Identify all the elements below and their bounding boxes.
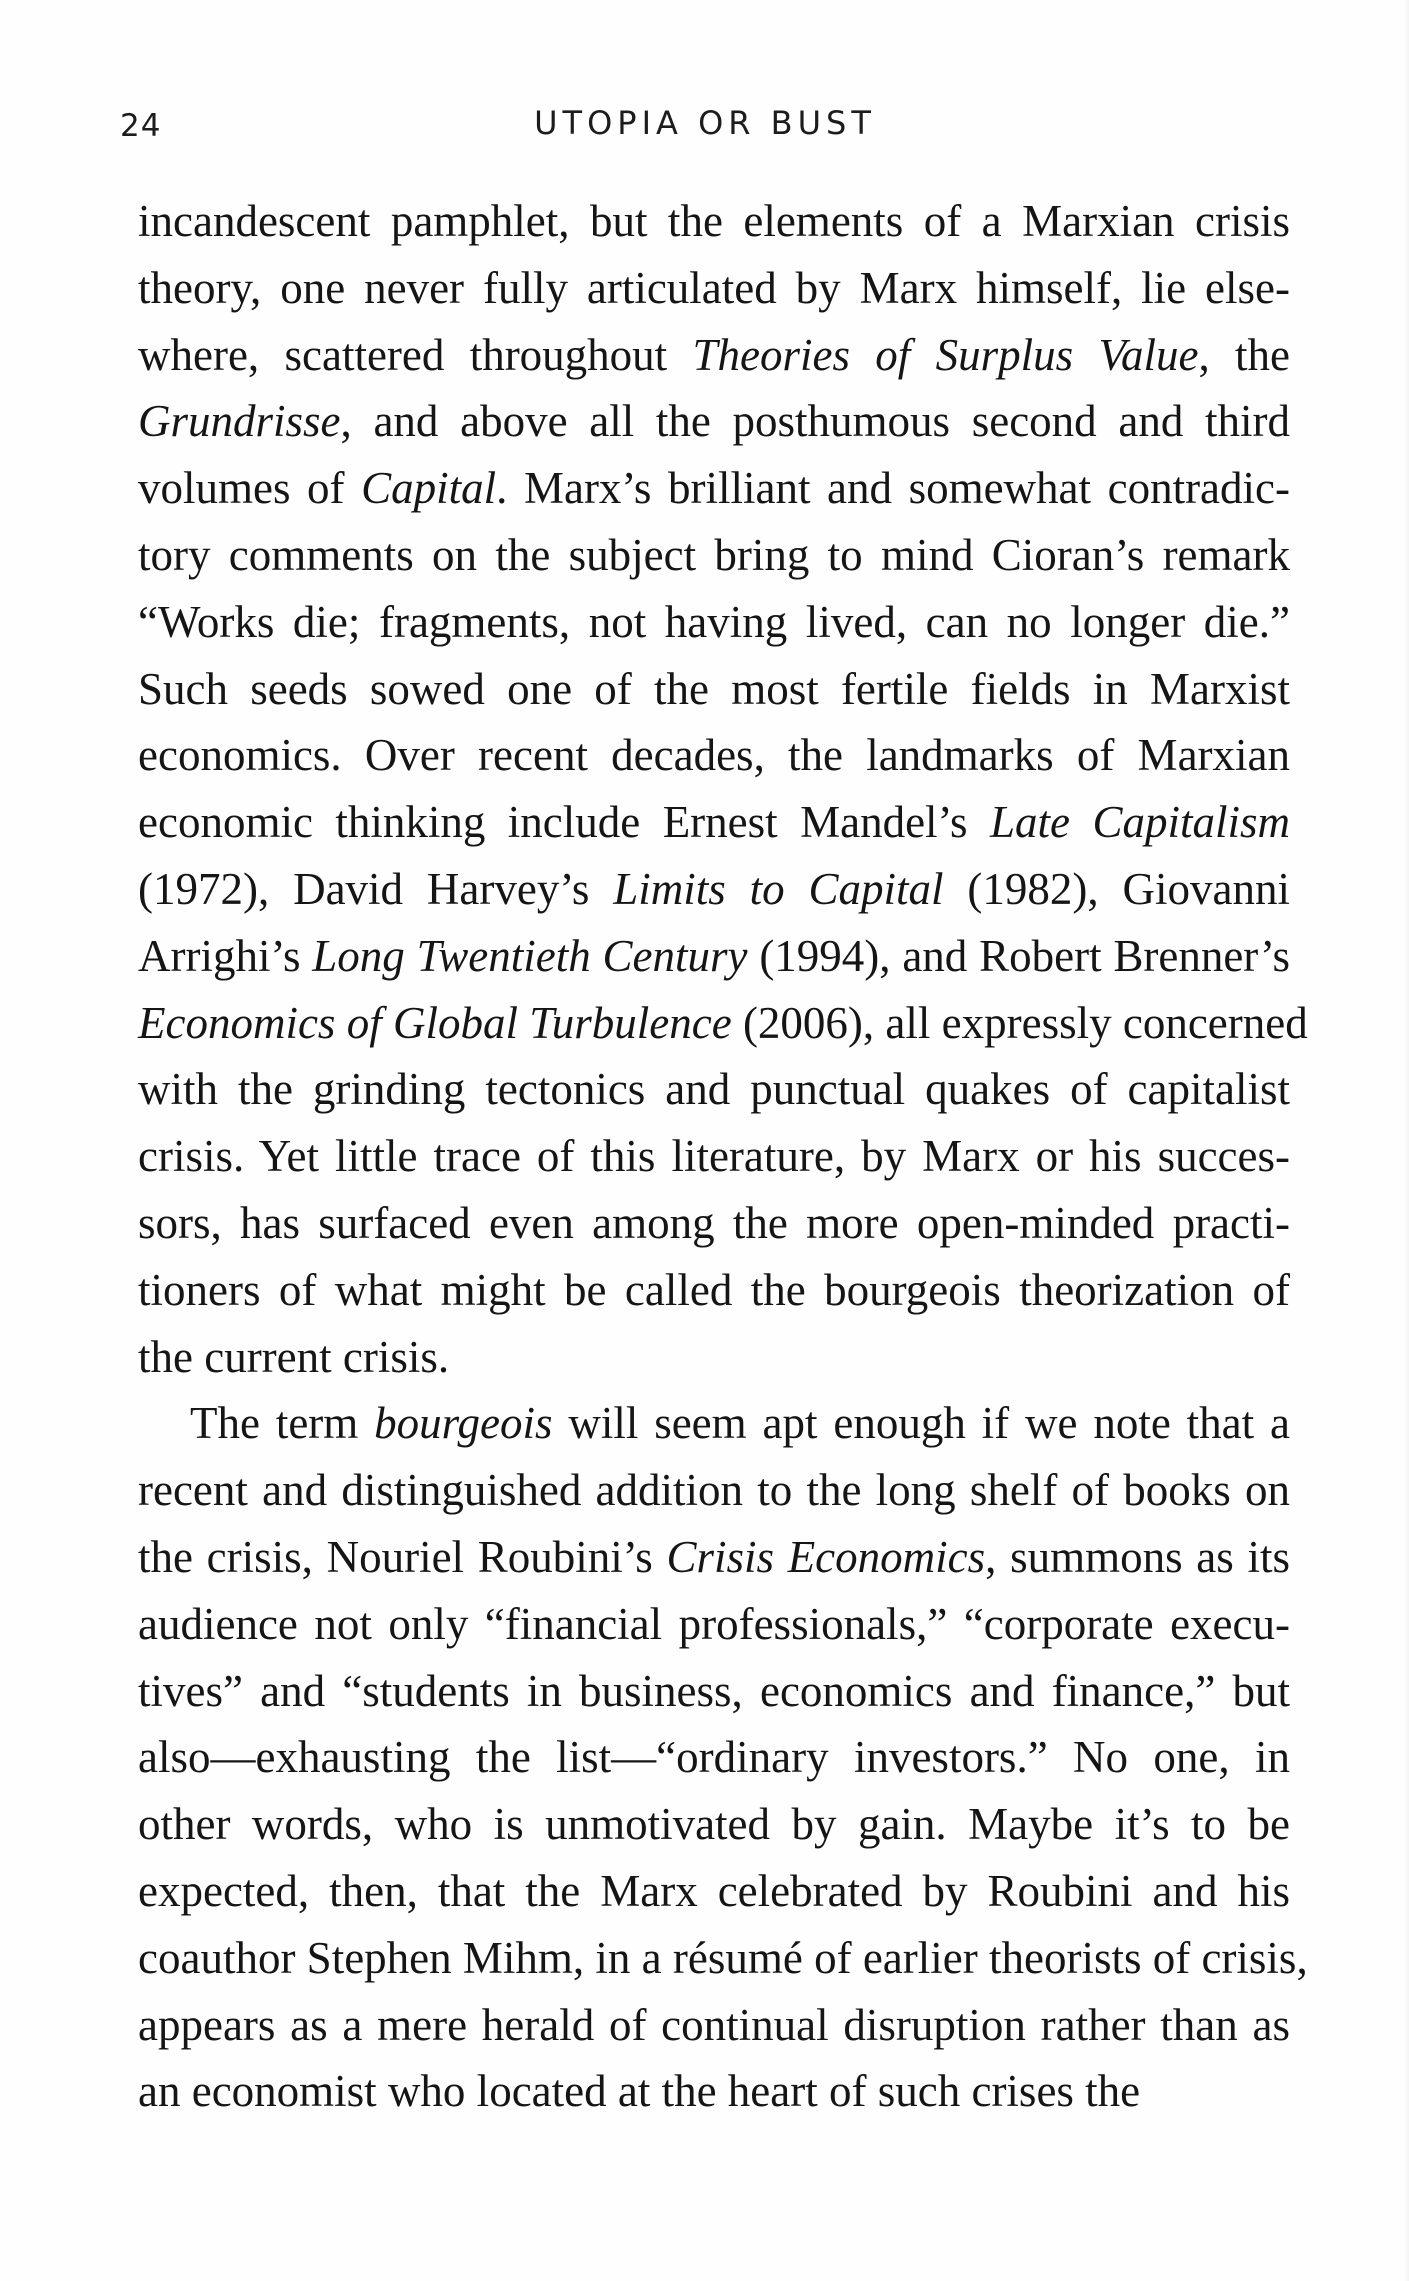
text-line <box>138 589 1290 656</box>
text-line <box>138 255 1290 322</box>
text-run: expected, then, that the Marx celebrated by Roubini and his <box>138 1865 1290 1916</box>
text-line <box>138 1591 1290 1658</box>
italic-title: Limits to Capital <box>613 863 944 914</box>
text-line <box>138 856 1290 923</box>
text-run: Such seeds sowed one of the most fertile fields in Marxist <box>138 663 1290 714</box>
text-line <box>138 188 1290 255</box>
italic-title: bourgeois <box>374 1398 553 1449</box>
text-run: incandescent pamphlet, but the elements of a Marxian crisis <box>138 196 1290 246</box>
text-run: (1982), Giovanni <box>943 863 1290 914</box>
text-run: where, scattered throughout <box>138 329 693 380</box>
text-line <box>138 1257 1290 1324</box>
text-run: tioners of what might be called the bourgeois theorization of <box>138 1264 1290 1315</box>
text-run: , summons as its <box>985 1531 1290 1582</box>
running-title: UTOPIA OR BUST <box>534 104 876 142</box>
text-run: appears as a mere herald of continual disruption rather than as <box>138 1999 1290 2050</box>
text-run: tives” and “students in business, economics and finance,” but <box>138 1665 1290 1716</box>
text-line <box>138 1724 1290 1791</box>
paragraph <box>138 188 1308 1390</box>
text-run: with the grinding tectonics and punctual quakes of capitalist <box>138 1064 1290 1115</box>
text-line <box>138 1190 1290 1257</box>
text-run: The term <box>190 1398 375 1449</box>
paragraph <box>138 1390 1308 2125</box>
text-run: Arrighi’s <box>138 930 313 981</box>
text-run: (1994), and Robert Brenner’s <box>747 930 1290 981</box>
text-run: tory comments on the subject bring to mind Cioran’s remark <box>138 529 1290 580</box>
text-run: . Marx’s brilliant and somewhat contradic- <box>496 463 1290 514</box>
text-run: , the <box>1198 329 1290 380</box>
text-line <box>138 1858 1290 1925</box>
italic-title: Economics of Global Turbulence <box>138 997 732 1048</box>
text-run: sors, has surfaced even among the more open-minded practi- <box>138 1197 1290 1248</box>
text-line <box>138 2058 1290 2125</box>
text-line <box>138 1390 1290 1457</box>
text-line <box>138 656 1290 723</box>
text-run: (1972), David Harvey’s <box>138 863 614 914</box>
italic-title: Late Capitalism <box>990 797 1290 848</box>
text-line <box>138 923 1290 990</box>
text-run: the crisis, Nouriel Roubini’s <box>138 1531 667 1582</box>
text-run: economic thinking include Ernest Mandel’s <box>138 797 991 848</box>
text-line <box>138 1457 1290 1524</box>
text-run: theory, one never fully articulated by Marx himself, lie else- <box>138 262 1290 313</box>
text-line <box>138 322 1290 389</box>
text-line <box>138 388 1290 455</box>
text-line <box>138 455 1290 522</box>
text-run: volumes of <box>138 463 362 514</box>
scan-edge-shadow <box>1403 0 1409 2281</box>
text-run: recent and distinguished addition to the long shelf of books on <box>138 1465 1290 1516</box>
text-line <box>138 1324 1290 1391</box>
text-line <box>138 1992 1290 2059</box>
italic-title: Capital <box>361 463 497 514</box>
italic-title: Grundrisse <box>138 396 341 447</box>
text-run: economics. Over recent decades, the landmarks of Marxian <box>138 730 1290 781</box>
text-line <box>138 522 1290 589</box>
text-run: the current crisis. <box>138 1331 450 1382</box>
page-header <box>120 100 1290 150</box>
italic-title: Long Twentieth Century <box>312 930 748 981</box>
text-line <box>138 789 1290 856</box>
text-run: audience not only “financial professionals,” “corporate execu- <box>138 1598 1290 1649</box>
text-run: will seem apt enough if we note that a <box>552 1398 1290 1449</box>
text-run: also—exhausting the list—“ordinary investors.” No one, in <box>138 1732 1290 1783</box>
text-run: crisis. Yet little trace of this literature, by Marx or his succes- <box>138 1131 1290 1182</box>
text-line <box>138 1524 1290 1591</box>
italic-title: Crisis Economics <box>666 1531 986 1582</box>
text-run: an economist who located at the heart of such crises the <box>138 2066 1141 2117</box>
page-number: 24 <box>120 108 162 144</box>
text-line <box>138 1123 1290 1190</box>
text-run: other words, who is unmotivated by gain. Maybe it’s to be <box>138 1799 1290 1850</box>
text-line <box>138 1658 1290 1725</box>
text-line <box>138 1791 1290 1858</box>
text-line <box>138 1925 1308 1992</box>
text-run: , and above all the posthumous second and third <box>340 396 1290 447</box>
text-line <box>138 1056 1290 1123</box>
italic-title: Theories of Surplus Value <box>692 329 1199 380</box>
text-run: (2006), all expressly concerned <box>731 997 1308 1048</box>
text-line <box>138 990 1308 1057</box>
text-line <box>138 722 1290 789</box>
body-text <box>138 188 1308 2125</box>
text-run: “Works die; fragments, not having lived, can no longer die.” <box>138 596 1290 647</box>
text-run: coauthor Stephen Mihm, in a résumé of earlier theorists of crisis, <box>138 1932 1308 1983</box>
